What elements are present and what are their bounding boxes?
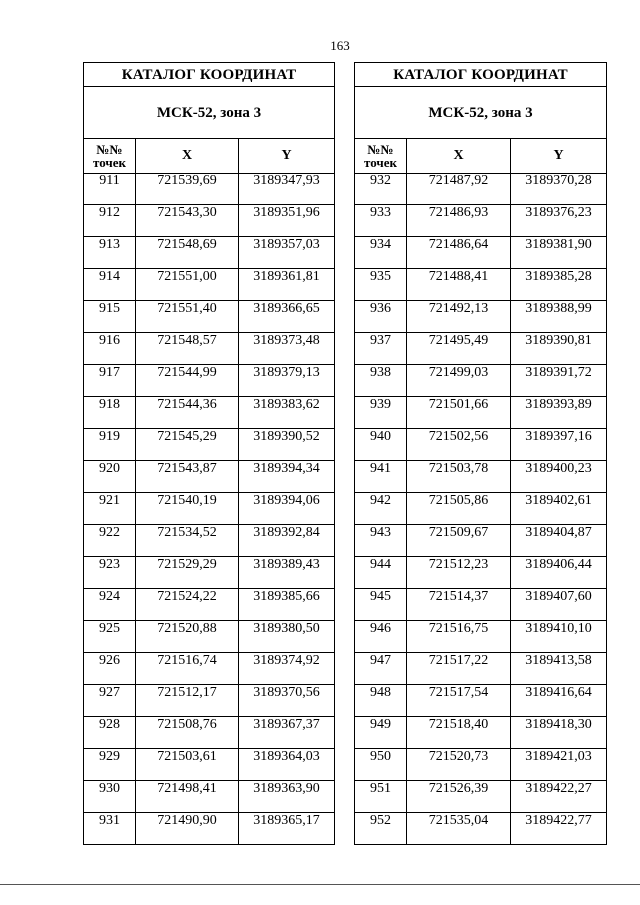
table-row	[84, 621, 335, 653]
point-number-cell: 914	[84, 269, 136, 301]
y-coordinate-cell: 3189410,10	[511, 621, 607, 653]
table-row	[355, 589, 607, 621]
table-row	[355, 397, 607, 429]
x-coordinate-cell: 721545,29	[136, 429, 239, 461]
point-number-cell: 930	[84, 781, 136, 813]
x-coordinate-cell: 721492,13	[407, 301, 511, 333]
table-row	[355, 525, 607, 557]
table-row	[84, 813, 335, 845]
point-number-cell: 928	[84, 717, 136, 749]
y-coordinate-cell: 3189388,99	[511, 301, 607, 333]
y-coordinate-cell: 3189385,66	[239, 589, 335, 621]
x-coordinate-cell: 721551,00	[136, 269, 239, 301]
x-coordinate-cell: 721543,30	[136, 205, 239, 237]
point-number-cell: 948	[355, 685, 407, 717]
x-coordinate-cell: 721517,54	[407, 685, 511, 717]
point-number-cell: 944	[355, 557, 407, 589]
x-coordinate-cell: 721543,87	[136, 461, 239, 493]
point-number-cell: 927	[84, 685, 136, 717]
x-coordinate-cell: 721539,69	[136, 174, 239, 205]
table-row	[84, 653, 335, 685]
table-row	[84, 237, 335, 269]
y-coordinate-cell: 3189389,43	[239, 557, 335, 589]
table-row	[84, 749, 335, 781]
x-coordinate-cell: 721503,61	[136, 749, 239, 781]
y-coordinate-cell: 3189422,77	[511, 813, 607, 845]
y-coordinate-cell: 3189364,03	[239, 749, 335, 781]
y-coordinate-cell: 3189397,16	[511, 429, 607, 461]
y-coordinate-cell: 3189394,34	[239, 461, 335, 493]
x-coordinate-cell: 721548,69	[136, 237, 239, 269]
table-row	[355, 653, 607, 685]
x-coordinate-cell: 721529,29	[136, 557, 239, 589]
y-coordinate-cell: 3189376,23	[511, 205, 607, 237]
point-number-cell: 920	[84, 461, 136, 493]
x-coordinate-cell: 721509,67	[407, 525, 511, 557]
point-number-cell: 918	[84, 397, 136, 429]
point-number-cell: 919	[84, 429, 136, 461]
table-row	[355, 429, 607, 461]
y-coordinate-cell: 3189422,27	[511, 781, 607, 813]
x-coordinate-cell: 721518,40	[407, 717, 511, 749]
x-coordinate-cell: 721524,22	[136, 589, 239, 621]
table-row	[355, 174, 607, 205]
y-coordinate-cell: 3189383,62	[239, 397, 335, 429]
point-number-cell: 950	[355, 749, 407, 781]
y-coordinate-cell: 3189379,13	[239, 365, 335, 397]
column-header-points: точек	[364, 155, 397, 170]
y-coordinate-cell: 3189366,65	[239, 301, 335, 333]
table-row	[355, 333, 607, 365]
x-coordinate-cell: 721544,36	[136, 397, 239, 429]
point-number-cell: 922	[84, 525, 136, 557]
table-row	[84, 269, 335, 301]
table-row	[355, 365, 607, 397]
x-coordinate-cell: 721535,04	[407, 813, 511, 845]
coordinate-catalog-table-right	[354, 62, 607, 845]
column-header-y: Y	[511, 139, 607, 174]
catalog-title: КАТАЛОГ КООРДИНАТ	[84, 63, 335, 87]
y-coordinate-cell: 3189370,28	[511, 174, 607, 205]
table-row	[84, 333, 335, 365]
table-row	[84, 493, 335, 525]
y-coordinate-cell: 3189400,23	[511, 461, 607, 493]
y-coordinate-cell: 3189404,87	[511, 525, 607, 557]
y-coordinate-cell: 3189394,06	[239, 493, 335, 525]
x-coordinate-cell: 721487,92	[407, 174, 511, 205]
y-coordinate-cell: 3189347,93	[239, 174, 335, 205]
table-row	[355, 269, 607, 301]
column-header-point-number	[355, 139, 407, 174]
y-coordinate-cell: 3189391,72	[511, 365, 607, 397]
y-coordinate-cell: 3189406,44	[511, 557, 607, 589]
y-coordinate-cell: 3189374,92	[239, 653, 335, 685]
y-coordinate-cell: 3189370,56	[239, 685, 335, 717]
y-coordinate-cell: 3189385,28	[511, 269, 607, 301]
x-coordinate-cell: 721551,40	[136, 301, 239, 333]
point-number-cell: 917	[84, 365, 136, 397]
point-number-cell: 943	[355, 525, 407, 557]
table-row	[355, 557, 607, 589]
column-header-y: Y	[239, 139, 335, 174]
y-coordinate-cell: 3189351,96	[239, 205, 335, 237]
table-row	[84, 557, 335, 589]
x-coordinate-cell: 721486,64	[407, 237, 511, 269]
page-number: 163	[330, 38, 350, 53]
x-coordinate-cell: 721502,56	[407, 429, 511, 461]
point-number-cell: 936	[355, 301, 407, 333]
y-coordinate-cell: 3189392,84	[239, 525, 335, 557]
x-coordinate-cell: 721517,22	[407, 653, 511, 685]
table-row	[84, 365, 335, 397]
table-row	[84, 717, 335, 749]
point-number-cell: 915	[84, 301, 136, 333]
point-number-cell: 942	[355, 493, 407, 525]
table-row	[355, 813, 607, 845]
table-row	[84, 174, 335, 205]
x-coordinate-cell: 721526,39	[407, 781, 511, 813]
x-coordinate-cell: 721499,03	[407, 365, 511, 397]
point-number-cell: 926	[84, 653, 136, 685]
x-coordinate-cell: 721505,86	[407, 493, 511, 525]
x-coordinate-cell: 721495,49	[407, 333, 511, 365]
y-coordinate-cell: 3189390,52	[239, 429, 335, 461]
x-coordinate-cell: 721501,66	[407, 397, 511, 429]
table-row	[355, 461, 607, 493]
y-coordinate-cell: 3189393,89	[511, 397, 607, 429]
y-coordinate-cell: 3189357,03	[239, 237, 335, 269]
table-row	[84, 397, 335, 429]
y-coordinate-cell: 3189367,37	[239, 717, 335, 749]
x-coordinate-cell: 721512,17	[136, 685, 239, 717]
catalog-subtitle: МСК-52, зона 3	[84, 87, 335, 139]
point-number-cell: 925	[84, 621, 136, 653]
x-coordinate-cell: 721534,52	[136, 525, 239, 557]
x-coordinate-cell: 721516,75	[407, 621, 511, 653]
point-number-cell: 941	[355, 461, 407, 493]
x-coordinate-cell: 721512,23	[407, 557, 511, 589]
y-coordinate-cell: 3189361,81	[239, 269, 335, 301]
point-number-cell: 923	[84, 557, 136, 589]
point-number-cell: 937	[355, 333, 407, 365]
point-number-cell: 946	[355, 621, 407, 653]
point-number-cell: 951	[355, 781, 407, 813]
x-coordinate-cell: 721548,57	[136, 333, 239, 365]
x-coordinate-cell: 721486,93	[407, 205, 511, 237]
y-coordinate-cell: 3189381,90	[511, 237, 607, 269]
y-coordinate-cell: 3189365,17	[239, 813, 335, 845]
y-coordinate-cell: 3189421,03	[511, 749, 607, 781]
point-number-cell: 934	[355, 237, 407, 269]
point-number-cell: 932	[355, 174, 407, 205]
x-coordinate-cell: 721498,41	[136, 781, 239, 813]
point-number-cell: 939	[355, 397, 407, 429]
point-number-cell: 911	[84, 174, 136, 205]
point-number-cell: 952	[355, 813, 407, 845]
point-number-cell: 916	[84, 333, 136, 365]
y-coordinate-cell: 3189390,81	[511, 333, 607, 365]
y-coordinate-cell: 3189363,90	[239, 781, 335, 813]
x-coordinate-cell: 721520,88	[136, 621, 239, 653]
y-coordinate-cell: 3189407,60	[511, 589, 607, 621]
point-number-cell: 935	[355, 269, 407, 301]
point-number-cell: 933	[355, 205, 407, 237]
footer-divider	[0, 884, 640, 885]
y-coordinate-cell: 3189418,30	[511, 717, 607, 749]
table-row	[84, 205, 335, 237]
table-row	[355, 685, 607, 717]
point-number-cell: 931	[84, 813, 136, 845]
column-header-x: X	[136, 139, 239, 174]
x-coordinate-cell: 721540,19	[136, 493, 239, 525]
column-header-x: X	[407, 139, 511, 174]
catalog-title: КАТАЛОГ КООРДИНАТ	[355, 63, 607, 87]
table-row	[355, 781, 607, 813]
point-number-cell: 940	[355, 429, 407, 461]
x-coordinate-cell: 721503,78	[407, 461, 511, 493]
table-row	[355, 301, 607, 333]
point-number-cell: 929	[84, 749, 136, 781]
column-header-point-number	[84, 139, 136, 174]
point-number-cell: 947	[355, 653, 407, 685]
table-row	[84, 685, 335, 717]
x-coordinate-cell: 721490,90	[136, 813, 239, 845]
table-row	[355, 493, 607, 525]
y-coordinate-cell: 3189380,50	[239, 621, 335, 653]
column-header-number-sign: №№	[96, 142, 123, 157]
x-coordinate-cell: 721514,37	[407, 589, 511, 621]
table-row	[355, 749, 607, 781]
y-coordinate-cell: 3189402,61	[511, 493, 607, 525]
y-coordinate-cell: 3189373,48	[239, 333, 335, 365]
point-number-cell: 924	[84, 589, 136, 621]
table-row	[84, 589, 335, 621]
x-coordinate-cell: 721516,74	[136, 653, 239, 685]
point-number-cell: 945	[355, 589, 407, 621]
catalog-subtitle: МСК-52, зона 3	[355, 87, 607, 139]
point-number-cell: 921	[84, 493, 136, 525]
y-coordinate-cell: 3189413,58	[511, 653, 607, 685]
x-coordinate-cell: 721488,41	[407, 269, 511, 301]
y-coordinate-cell: 3189416,64	[511, 685, 607, 717]
table-row	[84, 781, 335, 813]
column-header-number-sign: №№	[367, 142, 394, 157]
table-row	[355, 237, 607, 269]
table-row	[84, 525, 335, 557]
column-header-points: точек	[93, 155, 126, 170]
coordinate-catalog-table-left	[83, 62, 335, 845]
table-row	[84, 461, 335, 493]
point-number-cell: 912	[84, 205, 136, 237]
x-coordinate-cell: 721544,99	[136, 365, 239, 397]
table-row	[84, 301, 335, 333]
table-row	[355, 717, 607, 749]
table-row	[355, 205, 607, 237]
point-number-cell: 913	[84, 237, 136, 269]
x-coordinate-cell: 721508,76	[136, 717, 239, 749]
x-coordinate-cell: 721520,73	[407, 749, 511, 781]
table-row	[84, 429, 335, 461]
table-row	[355, 621, 607, 653]
point-number-cell: 938	[355, 365, 407, 397]
point-number-cell: 949	[355, 717, 407, 749]
